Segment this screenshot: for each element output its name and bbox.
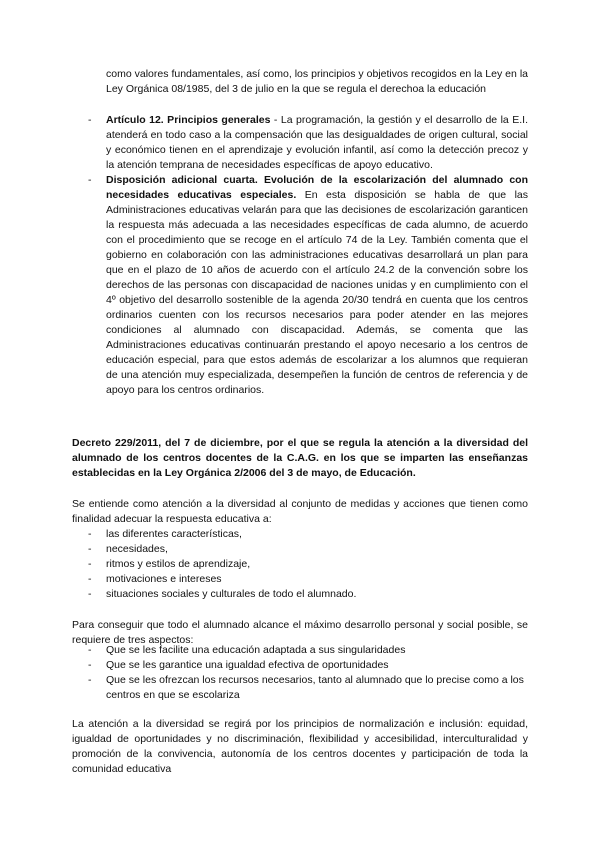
article-title: Disposición adicional cuarta. Evolución de la escolarización del alumnado con necesidades educativas especiales.: [106, 174, 528, 201]
article-body: En esta disposición se habla de que las Administraciones educativas velarán para que las decisiones de escolarización garanticen la respuesta más adecuada a las necesidades específicas de cada alumno, de acuerdo con el procedimiento que se recoge en el artículo 74 de la Ley. También comenta que el gobierno en colaboración con las administraciones educativas desarrollará un plan para que en el plazo de 10 años de acuerdo con el artículo 24.2 de la convención sobre los derechos de las personas con discapacidad de naciones unidas y en cumplimiento con el 4º objetivo del desarrollo sostenible de la agenda 20/30 tendrá en cuenta que los centros ordinarios cuenten con los recursos necesarios para poder atender en las mejores condiciones al alumnado con discapacidad. Además, se comenta que las Administraciones educativas continuarán prestando el apoyo necesario a los centros de educación especial, para que estos además de escolarizar a los alumnos que requieran de una atención muy especializada, desempeñen la función de centros de referencia y de apoyo para los centros ordinarios.: [106, 189, 528, 396]
list-item: - motivaciones e intereses: [88, 573, 222, 585]
list-item: - Que se les facilite una educación adaptada a sus singularidades: [88, 644, 406, 656]
article-title: Artículo 12. Principios generales: [106, 114, 271, 126]
bullet-dash: -: [88, 114, 92, 126]
list-item: [72, 113, 528, 173]
decree-heading: [72, 436, 528, 481]
diversity-list: [72, 527, 528, 602]
aspects-list: [72, 643, 528, 703]
list-item: - ritmos y estilos de aprendizaje,: [88, 558, 251, 570]
continued-paragraph: como valores fundamentales, así como, los principios y objetivos recogidos en la Ley en la Ley Orgánica 08/1985, del 3 de julio en la que se regula el derechoa la educación: [106, 68, 528, 95]
decree-title: Decreto 229/2011, del 7 de diciembre, por el que se regula la atención a la diversidad del alumnado de los centros docentes de la C.A.G. en los que se imparten las enseñanzas establecidas en la Ley Orgánica 2/2006 del 3 de mayo, de Educación.: [72, 437, 528, 479]
bullet-dash: -: [88, 174, 92, 186]
list-item: - situaciones sociales y culturales de todo el alumnado.: [88, 588, 357, 600]
list-item: - Que se les ofrezcan los recursos necesarios, tanto al alumnado que lo precise como a los centros en que se escolariza: [88, 674, 524, 701]
aspects-intro: Para conseguir que todo el alumnado alcance el máximo desarrollo personal y social posible, se requiere de tres aspectos:: [72, 619, 528, 646]
diversity-intro: Se entiende como atención a la diversidad al conjunto de medidas y acciones que tienen como finalidad adecuar la respuesta educativa a:: [72, 498, 528, 525]
list-item: [72, 173, 528, 398]
list-item: - las diferentes características,: [88, 528, 242, 540]
principles-paragraph: La atención a la diversidad se regirá por los principios de normalización e inclusión: equidad, igualdad de oportunidades y no discriminación, flexibilidad y accesibilidad, interculturalidad y promoción de la convivencia, autonomía de los centros docentes y participación de toda la comunidad educativa: [72, 718, 528, 775]
list-item: - Que se les garantice una igualdad efectiva de oportunidades: [88, 659, 389, 671]
article-body: - La programación, la gestión y el desarrollo de la E.I. atenderá en todo caso a la compensación que las desigualdades de origen cultural, social y económico tienen en el aprendizaje y evolución infantil, así como la detección precoz y la atención temprana de necesidades específicas de apoyo educativo.: [106, 114, 528, 171]
list-item: - necesidades,: [88, 543, 168, 555]
articles-list: [72, 113, 528, 398]
